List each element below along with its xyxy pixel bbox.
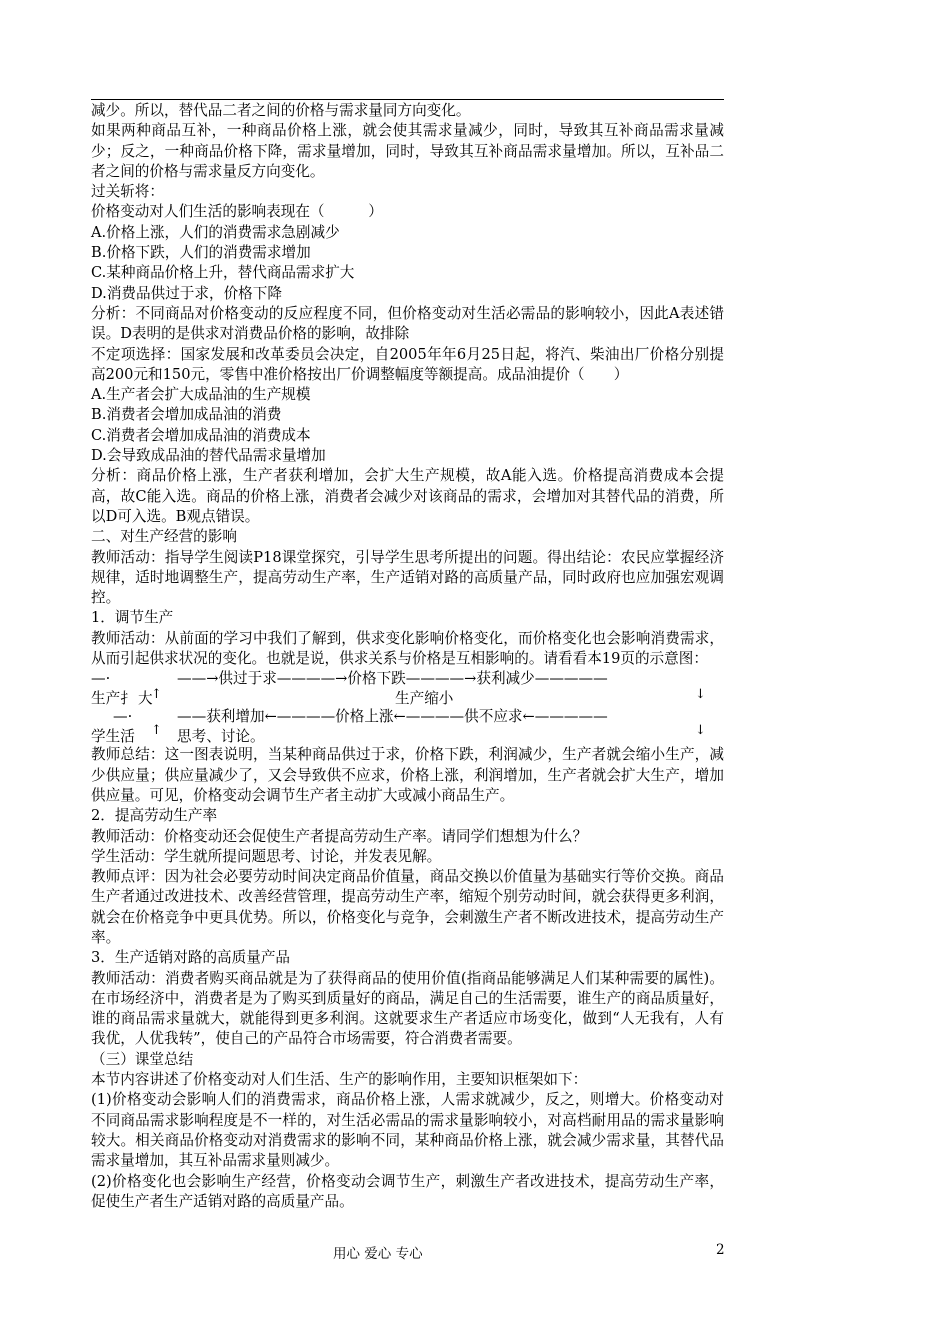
subheading: 2．提高劳动生产率 (91, 807, 218, 825)
subheading: 3．生产适销对路的高质量产品 (91, 949, 291, 967)
paragraph: 教师活动：从前面的学习中我们了解到，供求变化影响价格变化，而价格变化也会影响消费需求，从而引起供求状况的变化。也就是说，供求关系与价格是互相影响的。请看看本19页的示意图： (91, 629, 724, 668)
diagram-left-label-tail: 大 (138, 690, 153, 708)
diagram-bottom-text: 思考、讨论。 (177, 728, 265, 746)
document-body (91, 101, 724, 1212)
summary-point: (1)价格变动会影响人们的消费需求，商品价格上涨，人需求就减少，反之，则增大。价格变动对不同商品需求影响程度是不一样的，对生活必需品的需求量影响较小，对高档耐用品的需求量影响较大。相关商品价格变动对消费需求的影响不同，某种商品价格上涨，就会减少需求量，其替代品需求量增加，其互补品需求量则减少。 (91, 1091, 724, 1170)
diagram-bottom-left: 学生活 (91, 728, 135, 746)
up-arrow-icon: ↑ (151, 723, 162, 739)
page-footer (0, 1242, 950, 1264)
diagram-dash: —· (91, 670, 111, 688)
diagram-center-label: 生产缩小 (395, 690, 454, 708)
up-arrow-icon: ↑ (151, 687, 162, 703)
down-arrow-icon: ↓ (695, 687, 706, 703)
paragraph: 教师活动：价格变动还会促使生产者提高劳动生产率。请同学们想想为什么？ (91, 827, 588, 845)
diagram-row-bottom: ——获利增加←————价格上涨←————供不应求←————— (177, 708, 608, 726)
paragraph: 教师活动：消费者购买商品就是为了获得商品的使用价值(指商品能够满足人们某种需要的属性)。在市场经济中，消费者是为了购买到质量好的商品，满足自己的生活需要，谁生产的商品质量好，谁的商品需求量就大，就能得到更多利润。这就要求生产者适应市场变化，做到“人无我有，人有我优，人优我转”，使自己的产品符合市场需要，符合消费者需要。 (91, 969, 724, 1048)
analysis: 分析：不同商品对价格变动的反应程度不同，但价格变动对生活必需品的影响较小，因此A表述错误。D表明的是供求对消费品价格的影响，故排除 (91, 304, 724, 343)
page-number: 2 (716, 1242, 725, 1258)
diagram-left-label: 生产扌 (91, 690, 135, 708)
section-heading: （三）课堂总结 (91, 1050, 194, 1068)
supply-price-diagram (91, 669, 724, 745)
option-d: D.消费品供过于求，价格下降 (91, 284, 282, 302)
option-b: B.消费者会增加成品油的消费 (91, 406, 282, 424)
paragraph: 学生活动：学生就所提问题思考、讨论，并发表见解。 (91, 847, 442, 865)
paragraph: 教师活动：指导学生阅读P18课堂探究，引导学生思考所提出的问题。得出结论：农民应掌握经济规律，适时地调整生产，提高劳动生产率，生产适销对路的高质量产品，同时政府也应加强宏观调控。 (91, 548, 724, 607)
option-b: B.价格下跌，人们的消费需求增加 (91, 244, 311, 262)
summary-point: (2)价格变化也会影响生产经营，价格变动会调节生产，刺激生产者改进技术，提高劳动生产率，促使生产者生产适销对路的高质量产品。 (91, 1172, 724, 1210)
question-stem: 价格变动对人们生活的影响表现在（ ） (91, 203, 383, 221)
diagram-dash: —· (113, 708, 133, 726)
option-c: C.某种商品价格上升，替代商品需求扩大 (91, 264, 355, 282)
footer-motto: 用心 爱心 专心 (333, 1246, 423, 1262)
paragraph: 本节内容讲述了价格变动对人们生活、生产的影响作用，主要知识框架如下： (91, 1071, 588, 1089)
analysis: 分析：商品价格上涨，生产者获利增加，会扩大生产规模，故A能入选。价格提高消费成本会提高，故C能入选。商品的价格上涨，消费者会减少对该商品的需求，会增加对其替代品的消费，所以D可入选。B观点错误。 (91, 467, 724, 525)
option-a: A.价格上涨，人们的消费需求急剧减少 (91, 223, 340, 241)
paragraph: 过关斩将： (91, 183, 164, 201)
paragraph: 教师总结：这一图表说明，当某种商品供过于求，价格下跌，利润减少，生产者就会缩小生产，减少供应量；供应量减少了，又会导致供不应求，价格上涨，利润增加，生产者就会扩大生产，增加供应量。可见，价格变动会调节生产者主动扩大或减小商品生产。 (91, 746, 724, 804)
diagram-row-top: ——→供过于求————→价格下跌————→获利减少————— (177, 670, 608, 688)
section-heading: 二、对生产经营的影响 (91, 528, 237, 546)
paragraph: 减少。所以，替代品二者之间的价格与需求量同方向变化。 (91, 102, 471, 119)
paragraph: 如果两种商品互补，一种商品价格上涨，就会使其需求量减少，同时，导致其互补商品需求量减少；反之，一种商品价格下降，需求量增加，同时，导致其互补商品需求量增加。所以，互补品二者之间的价格与需求量反方向变化。 (91, 122, 724, 180)
subheading: 1．调节生产 (91, 609, 174, 627)
down-arrow-icon: ↓ (695, 723, 706, 739)
question-stem: 不定项选择：国家发展和改革委员会决定，自2005年年6月25日起，将汽、柴油出厂价格分别提高200元和150元，零售中准价格按出厂价调整幅度等额提高。成品油提价（ ） (91, 345, 724, 383)
option-d: D.会导致成品油的替代品需求量增加 (91, 447, 326, 465)
option-a: A.生产者会扩大成品油的生产规模 (91, 386, 311, 404)
option-c: C.消费者会增加成品油的消费成本 (91, 426, 311, 444)
header-rule (91, 99, 724, 100)
paragraph: 教师点评：因为社会必要劳动时间决定商品价值量，商品交换以价值量为基础实行等价交换。商品生产者通过改进技术、改善经营管理，提高劳动生产率，缩短个别劳动时间，就会获得更多利润，就会在价格竞争中更具优势。所以，价格变化与竞争，会刺激生产者不断改进技术，提高劳动生产率。 (91, 868, 724, 946)
